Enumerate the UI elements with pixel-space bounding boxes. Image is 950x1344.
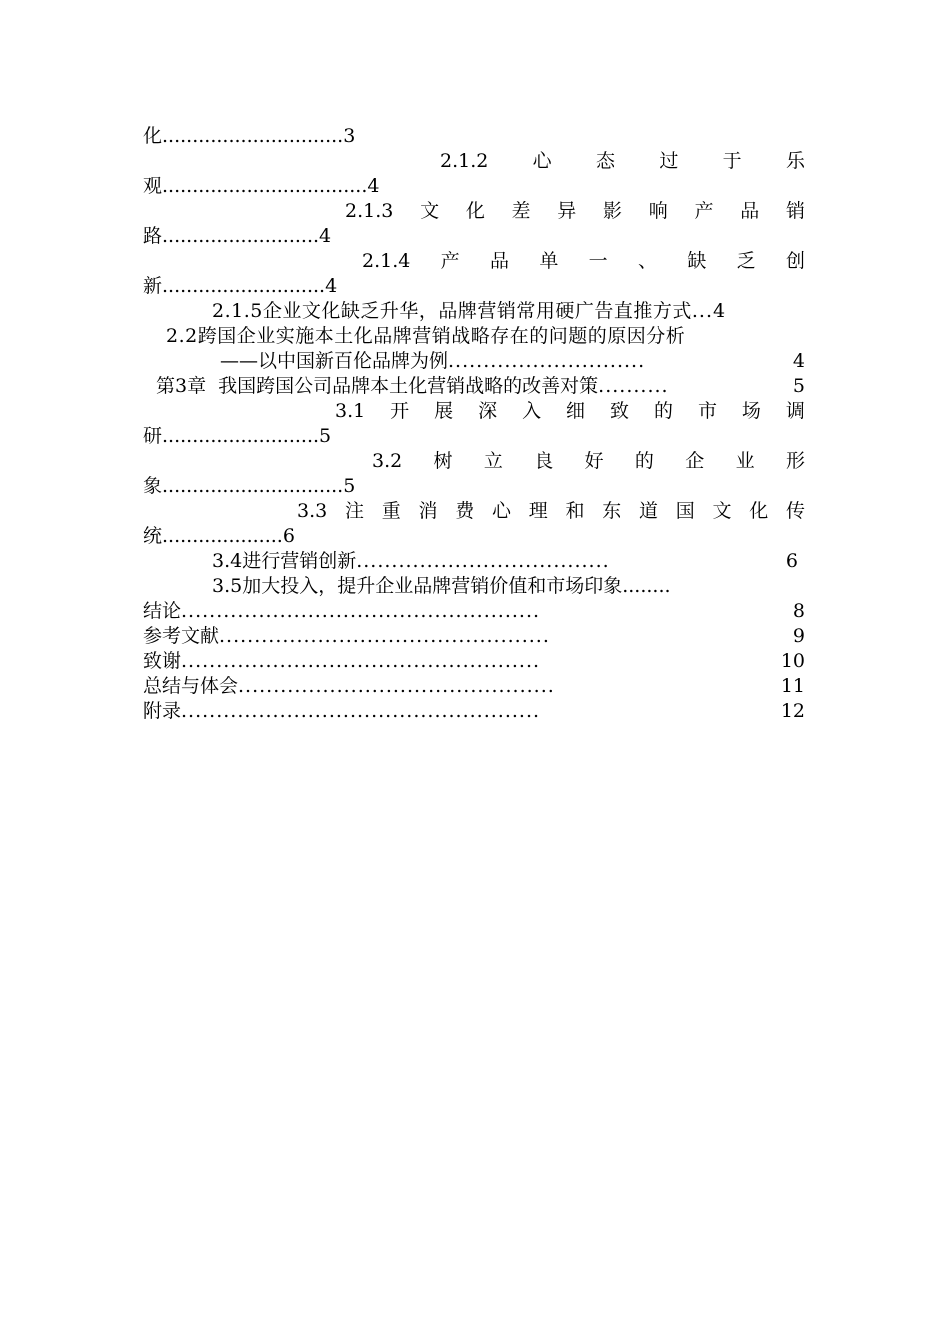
toc-char: 响 <box>648 200 668 222</box>
toc-char: 创 <box>785 250 805 272</box>
toc-dots: ........ <box>622 575 671 597</box>
toc-section-number: 3.1 <box>335 400 366 422</box>
toc-entry-2-2-subtitle[interactable] <box>220 349 805 374</box>
toc-text: ——以中国新百伦品牌为例 <box>220 350 449 372</box>
toc-char: 产 <box>694 200 714 222</box>
toc-page-number: 12 <box>780 700 805 722</box>
toc-entry-summary[interactable] <box>143 674 805 699</box>
toc-page-number: 3 <box>343 125 356 147</box>
toc-section-number: 3.2 <box>372 450 403 472</box>
toc-char: 化 <box>465 200 485 222</box>
toc-dots: .................................... <box>356 550 610 572</box>
toc-page-number: 9 <box>792 625 805 647</box>
toc-text: 3.4进行营销创新 <box>212 550 357 572</box>
toc-dots: ............................................... <box>219 625 550 647</box>
toc-heading-3-2[interactable] <box>372 449 805 474</box>
toc-page-number: 4 <box>367 175 380 197</box>
toc-line-continuation[interactable] <box>143 174 805 199</box>
toc-chapter-3[interactable] <box>156 374 805 399</box>
toc-text: 研 <box>143 425 163 447</box>
toc-page-number: 10 <box>780 650 805 672</box>
toc-text: 致谢 <box>143 650 182 672</box>
toc-page-number: 4 <box>319 225 332 247</box>
toc-char: 差 <box>511 200 531 222</box>
toc-section-number: 2.1.3 <box>345 200 394 222</box>
toc-char: 态 <box>596 150 616 172</box>
toc-page-number: 6 <box>785 550 798 572</box>
toc-dots: .......................... <box>162 225 320 247</box>
toc-heading-3-1[interactable] <box>335 399 805 424</box>
toc-char: 乏 <box>736 250 756 272</box>
toc-char: 形 <box>785 450 805 472</box>
toc-page-number: 6 <box>282 525 295 547</box>
toc-heading-2-1-3[interactable] <box>345 199 805 224</box>
toc-line-continuation[interactable] <box>143 524 805 549</box>
toc-section-number: 2.1.2 <box>440 150 489 172</box>
toc-char: 异 <box>557 200 577 222</box>
toc-char: 的 <box>634 450 654 472</box>
toc-entry-conclusion[interactable] <box>143 599 805 624</box>
toc-section-number: 2.1.4 <box>362 250 411 272</box>
toc-entry-2-1-5[interactable] <box>212 299 805 324</box>
toc-dots: ............................ <box>448 350 646 372</box>
toc-char: 良 <box>534 450 554 472</box>
toc-heading-2-1-4[interactable] <box>362 249 805 274</box>
toc-dots: ................................................... <box>181 650 541 672</box>
toc-page-number: 4 <box>325 275 338 297</box>
toc-char: 一 <box>588 250 608 272</box>
toc-text: 观 <box>143 175 163 197</box>
toc-line-continuation[interactable] <box>143 124 805 149</box>
toc-char: 企 <box>685 450 705 472</box>
toc-char: 于 <box>722 150 742 172</box>
toc-char: 业 <box>735 450 755 472</box>
toc-char: 、 <box>637 250 657 272</box>
toc-page-number: 5 <box>319 425 332 447</box>
toc-char: 好 <box>584 450 604 472</box>
toc-text: 新 <box>143 275 163 297</box>
toc-dots: .................... <box>162 525 283 547</box>
toc-page-number: 4 <box>792 350 805 372</box>
toc-char: 费 <box>455 500 475 522</box>
toc-line-continuation[interactable] <box>143 474 805 499</box>
toc-text: 3.5加大投入，提升企业品牌营销价值和市场印象 <box>212 575 623 597</box>
toc-dots: ... <box>691 300 713 322</box>
toc-char: 入 <box>522 400 542 422</box>
toc-char: 单 <box>539 250 559 272</box>
toc-page-number: 8 <box>792 600 805 622</box>
toc-char: 的 <box>653 400 673 422</box>
toc-text: 附录 <box>143 700 182 722</box>
toc-page-number: 5 <box>343 475 356 497</box>
toc-char: 场 <box>741 400 761 422</box>
toc-entry-references[interactable] <box>143 624 805 649</box>
toc-text: 2.2跨国企业实施本土化品牌营销战略存在的问题的原因分析 <box>166 325 686 347</box>
toc-line-continuation[interactable] <box>143 274 805 299</box>
toc-char: 影 <box>603 200 623 222</box>
toc-char: 品 <box>490 250 510 272</box>
toc-dots: .......... <box>598 375 669 397</box>
toc-char: 深 <box>478 400 498 422</box>
toc-dots: .................................. <box>162 175 368 197</box>
toc-dots: .......................... <box>162 425 320 447</box>
toc-text: 总结与体会 <box>143 675 239 697</box>
toc-char: 文 <box>712 500 732 522</box>
toc-entry-3-4[interactable] <box>212 549 798 574</box>
toc-char: 开 <box>390 400 410 422</box>
toc-line-continuation[interactable] <box>143 224 805 249</box>
toc-char: 理 <box>528 500 548 522</box>
toc-char: 细 <box>566 400 586 422</box>
toc-entry-2-2[interactable] <box>166 324 786 349</box>
toc-char: 品 <box>740 200 760 222</box>
toc-page-number: 4 <box>712 300 726 322</box>
toc-char: 产 <box>440 250 460 272</box>
toc-char: 过 <box>659 150 679 172</box>
toc-char: 传 <box>785 500 805 522</box>
toc-char: 市 <box>697 400 717 422</box>
toc-char: 立 <box>483 450 503 472</box>
toc-entry-acknowledgements[interactable] <box>143 649 805 674</box>
toc-section-number: 3.3 <box>297 500 328 522</box>
toc-char: 注 <box>344 500 364 522</box>
toc-char: 东 <box>602 500 622 522</box>
toc-char: 心 <box>532 150 552 172</box>
toc-char: 树 <box>433 450 453 472</box>
toc-text: 结论 <box>143 600 182 622</box>
toc-char: 和 <box>565 500 585 522</box>
toc-char: 展 <box>434 400 454 422</box>
toc-char: 化 <box>749 500 769 522</box>
toc-text: 参考文献 <box>143 625 220 647</box>
toc-dots: ........................... <box>162 275 326 297</box>
toc-char: 调 <box>785 400 805 422</box>
toc-char: 国 <box>675 500 695 522</box>
toc-dots: ................................................... <box>181 700 541 722</box>
toc-text: 化 <box>143 125 163 147</box>
toc-char: 致 <box>610 400 630 422</box>
toc-char: 心 <box>491 500 511 522</box>
toc-line-continuation[interactable] <box>143 424 805 449</box>
toc-char: 缺 <box>687 250 707 272</box>
toc-page-number: 11 <box>780 675 805 697</box>
toc-char: 文 <box>420 200 440 222</box>
toc-dots: .............................. <box>162 475 344 497</box>
toc-char: 道 <box>638 500 658 522</box>
toc-char: 销 <box>785 200 805 222</box>
toc-entry-appendix[interactable] <box>143 699 805 724</box>
toc-text: 路 <box>143 225 163 247</box>
toc-char: 重 <box>381 500 401 522</box>
toc-dots: ............................................. <box>238 675 555 697</box>
toc-char: 消 <box>418 500 438 522</box>
toc-char: 乐 <box>785 150 805 172</box>
toc-text: 统 <box>143 525 163 547</box>
toc-dots: .............................. <box>162 125 344 147</box>
toc-text: 象 <box>143 475 163 497</box>
toc-entry-3-5[interactable] <box>212 574 805 599</box>
toc-heading-3-3[interactable] <box>297 499 805 524</box>
toc-heading-2-1-2[interactable] <box>440 149 805 174</box>
toc-dots: ................................................... <box>181 600 541 622</box>
toc-text: 第3章 我国跨国公司品牌本土化营销战略的改善对策 <box>156 375 599 397</box>
toc-text: 2.1.5企业文化缺乏升华，品牌营销常用硬广告直推方式 <box>212 300 692 322</box>
toc-page-number: 5 <box>792 375 805 397</box>
